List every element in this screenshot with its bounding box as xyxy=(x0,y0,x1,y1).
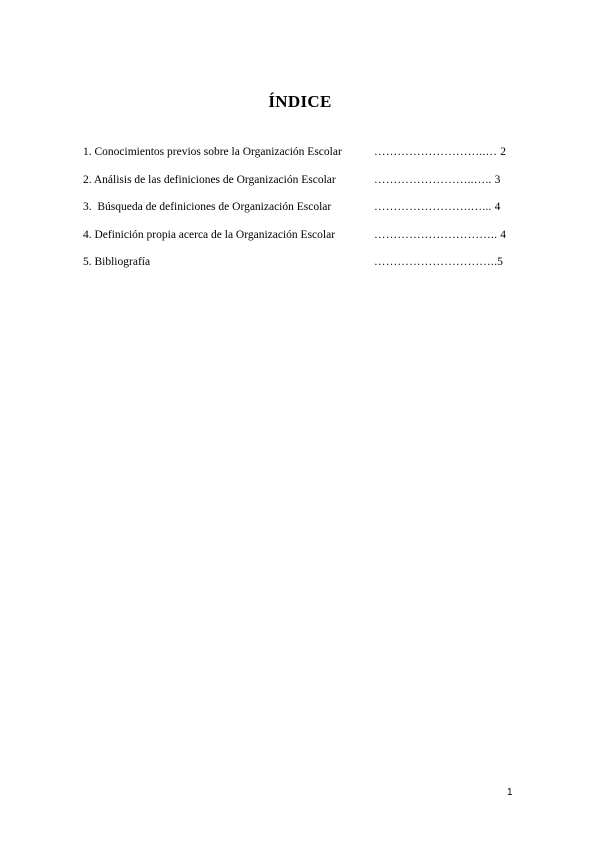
toc-entry-label: 1. Conocimientos previos sobre la Organización Escolar xyxy=(83,146,342,158)
page-title: ÍNDICE xyxy=(268,92,332,111)
toc-entry-leader-page: …………………………..5 xyxy=(374,256,504,268)
toc-entry xyxy=(83,173,515,201)
toc-entry-label: 3. Búsqueda de definiciones de Organización Escolar xyxy=(83,201,332,213)
toc-entry-label: 2. Análisis de las definiciones de Organización Escolar xyxy=(83,173,336,186)
toc-entry-leader-page: ……………………..….. 3 xyxy=(374,173,501,186)
toc-entry-leader-page: ………………………..… 2 xyxy=(374,146,507,158)
toc-entry-leader-page: ………………………….. 4 xyxy=(374,228,507,241)
toc-entry xyxy=(83,200,515,228)
table-of-contents xyxy=(83,145,515,283)
toc-entry xyxy=(83,228,515,256)
toc-entry xyxy=(83,255,515,283)
toc-entry-label: 5. Bibliografía xyxy=(83,256,151,268)
toc-entry xyxy=(83,145,515,173)
page-number: 1 xyxy=(507,787,513,798)
toc-entry-leader-page: …………………….…... 4 xyxy=(374,201,501,213)
toc-entry-label: 4. Definición propia acerca de la Organización Escolar xyxy=(83,228,336,241)
